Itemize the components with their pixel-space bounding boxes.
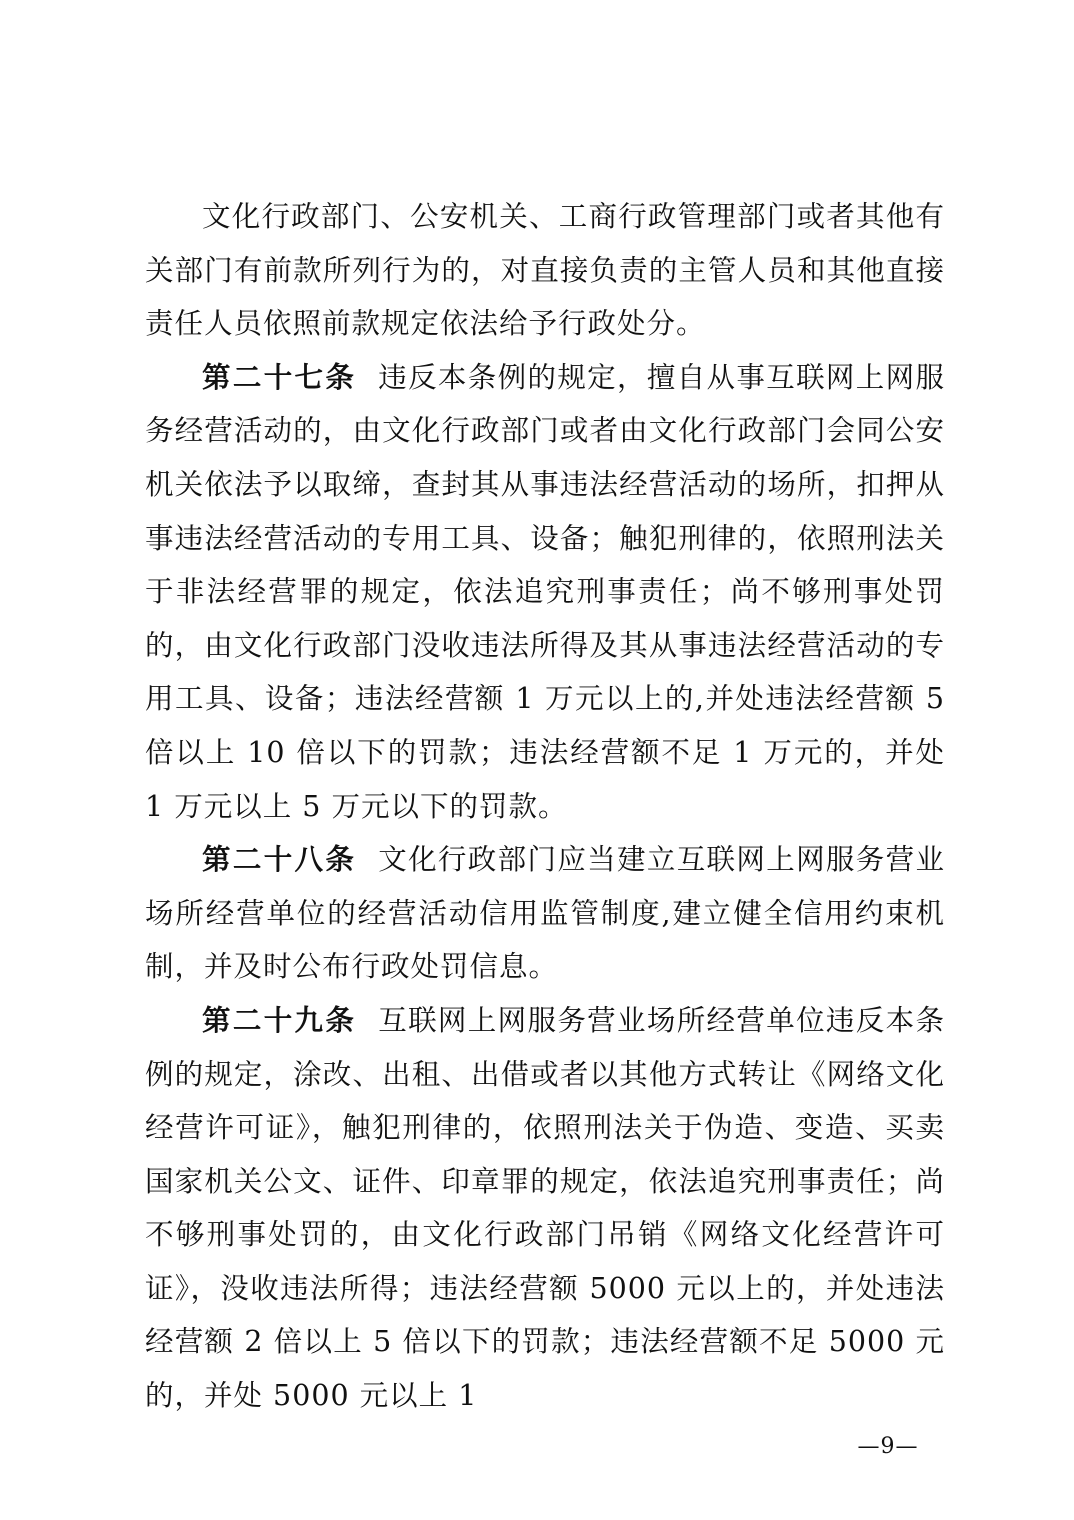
paragraph-1 <box>145 190 945 351</box>
article-29 <box>145 994 945 1423</box>
article-28 <box>145 833 945 994</box>
article-27 <box>145 351 945 833</box>
article-27-title: 第二十七条 <box>202 360 357 394</box>
article-29-text: 互联网上网服务营业场所经营单位违反本条例的规定，涂改、出租、出借或者以其他方式转让《网络文化经营许可证》，触犯刑律的，依照刑法关于伪造、变造、买卖国家机关公文、证件、印章罪的规定，依法追究刑事责任；尚不够刑事处罚的，由文化行政部门吊销《网络文化经营许可证》，没收违法所得；违法经营额 5000 元以上的，并处违法经营额 2 倍以上 5 倍以下的罚款；违法经营额不足 5000 元的，并处 5000 元以上 1 <box>145 1003 945 1413</box>
article-27-text: 违反本条例的规定，擅自从事互联网上网服务经营活动的，由文化行政部门或者由文化行政部门会同公安机关依法予以取缔，查封其从事违法经营活动的场所，扣押从事违法经营活动的专用工具、设备；触犯刑律的，依照刑法关于非法经营罪的规定，依法追究刑事责任；尚不够刑事处罚的，由文化行政部门没收违法所得及其从事违法经营活动的专用工具、设备；违法经营额 1 万元以上的,并处违法经营额 5 倍以上 10 倍以下的罚款；违法经营额不足 1 万元的，并处 1 万元以上 5 万元以下的罚款。 <box>145 360 945 823</box>
page-number: —9— <box>857 1434 919 1459</box>
article-28-title: 第二十八条 <box>202 843 357 877</box>
document-body <box>145 190 945 1423</box>
paragraph-1-text: 文化行政部门、公安机关、工商行政管理部门或者其他有关部门有前款所列行为的，对直接负责的主管人员和其他直接责任人员依照前款规定依法给予行政处分。 <box>145 200 945 341</box>
article-29-title: 第二十九条 <box>202 1003 357 1037</box>
article-28-text: 文化行政部门应当建立互联网上网服务营业场所经营单位的经营活动信用监管制度,建立健全信用约束机制，并及时公布行政处罚信息。 <box>145 843 945 984</box>
